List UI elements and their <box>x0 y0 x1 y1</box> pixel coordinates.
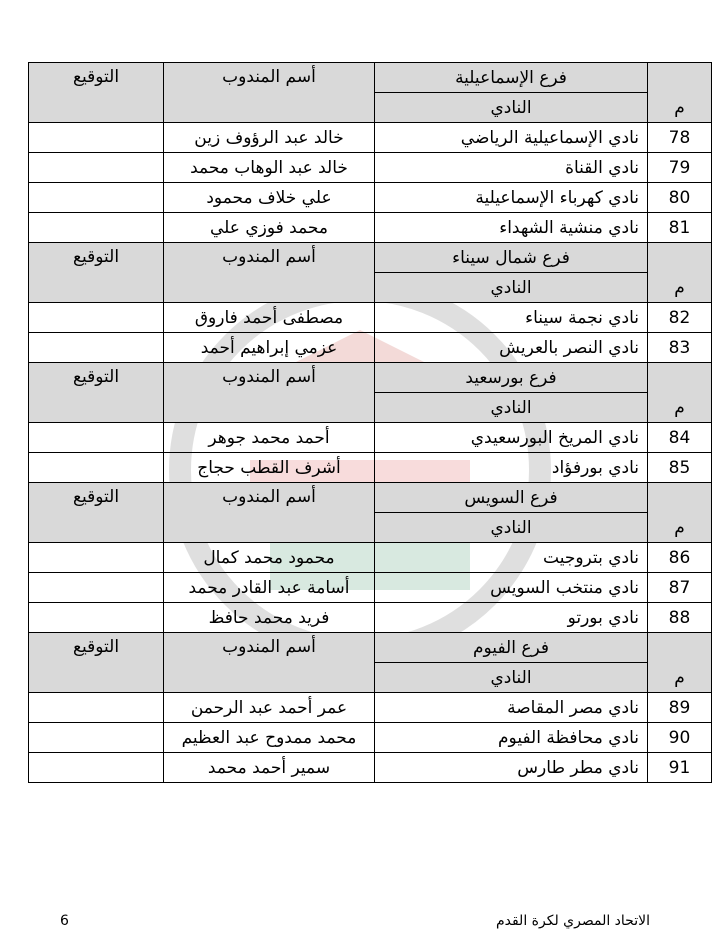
header-m: م <box>648 243 712 303</box>
club-name: نادي الإسماعيلية الرياضي <box>375 123 648 153</box>
club-name: نادي القناة <box>375 153 648 183</box>
header-rep-name: أسم المندوب <box>164 63 375 123</box>
page-number: 6 <box>60 913 69 929</box>
table-row <box>29 603 712 633</box>
signature-cell <box>29 183 164 213</box>
row-number: 89 <box>648 693 712 723</box>
header-signature: التوقيع <box>29 483 164 543</box>
row-number: 81 <box>648 213 712 243</box>
table-row <box>29 123 712 153</box>
signature-cell <box>29 723 164 753</box>
representative-name: خالد عبد الوهاب محمد <box>164 153 375 183</box>
row-number: 80 <box>648 183 712 213</box>
header-signature: التوقيع <box>29 63 164 123</box>
signature-cell <box>29 423 164 453</box>
table-row <box>29 723 712 753</box>
representative-name: فريد محمد حافظ <box>164 603 375 633</box>
signature-cell <box>29 333 164 363</box>
table-row <box>29 573 712 603</box>
signature-cell <box>29 213 164 243</box>
header-signature: التوقيع <box>29 363 164 423</box>
table-row <box>29 183 712 213</box>
row-number: 78 <box>648 123 712 153</box>
header-m: م <box>648 363 712 423</box>
club-name: نادي كهرباء الإسماعيلية <box>375 183 648 213</box>
representative-name: محمود محمد كمال <box>164 543 375 573</box>
header-m: م <box>648 633 712 693</box>
representative-name: أشرف القطب حجاج <box>164 453 375 483</box>
header-club: النادي <box>375 663 648 693</box>
club-name: نادي محافظة الفيوم <box>375 723 648 753</box>
branch-name: فرع الفيوم <box>375 633 648 663</box>
row-number: 85 <box>648 453 712 483</box>
representative-name: علي خلاف محمود <box>164 183 375 213</box>
table-row <box>29 453 712 483</box>
table-row <box>29 333 712 363</box>
representative-name: عزمي إبراهيم أحمد <box>164 333 375 363</box>
header-signature: التوقيع <box>29 633 164 693</box>
signature-cell <box>29 543 164 573</box>
representative-name: محمد فوزي علي <box>164 213 375 243</box>
section-header-row <box>29 483 712 513</box>
row-number: 79 <box>648 153 712 183</box>
club-name: نادي المريخ البورسعيدي <box>375 423 648 453</box>
table-row <box>29 693 712 723</box>
row-number: 88 <box>648 603 712 633</box>
section-header-row <box>29 63 712 93</box>
signature-cell <box>29 603 164 633</box>
section-header-row <box>29 363 712 393</box>
club-name: نادي منشية الشهداء <box>375 213 648 243</box>
club-name: نادي بتروجيت <box>375 543 648 573</box>
representative-name: مصطفى أحمد فاروق <box>164 303 375 333</box>
signature-cell <box>29 123 164 153</box>
footer-federation-name: الاتحاد المصري لكرة القدم <box>495 913 650 929</box>
header-m: م <box>648 483 712 543</box>
header-rep-name: أسم المندوب <box>164 243 375 303</box>
header-rep-name: أسم المندوب <box>164 363 375 423</box>
row-number: 84 <box>648 423 712 453</box>
table-row <box>29 423 712 453</box>
header-rep-name: أسم المندوب <box>164 633 375 693</box>
signature-cell <box>29 693 164 723</box>
header-club: النادي <box>375 273 648 303</box>
signature-cell <box>29 153 164 183</box>
clubs-table <box>28 62 712 783</box>
representative-name: محمد ممدوح عبد العظيم <box>164 723 375 753</box>
club-name: نادي بورتو <box>375 603 648 633</box>
header-signature: التوقيع <box>29 243 164 303</box>
representative-name: أسامة عبد القادر محمد <box>164 573 375 603</box>
section-header-row <box>29 243 712 273</box>
row-number: 91 <box>648 753 712 783</box>
table-row <box>29 543 712 573</box>
row-number: 83 <box>648 333 712 363</box>
table-row <box>29 153 712 183</box>
table-row <box>29 303 712 333</box>
table-row <box>29 213 712 243</box>
branch-name: فرع بورسعيد <box>375 363 648 393</box>
header-club: النادي <box>375 393 648 423</box>
club-name: نادي نجمة سيناء <box>375 303 648 333</box>
row-number: 87 <box>648 573 712 603</box>
club-name: نادي مطر طارس <box>375 753 648 783</box>
signature-cell <box>29 753 164 783</box>
signature-cell <box>29 453 164 483</box>
representative-name: أحمد محمد جوهر <box>164 423 375 453</box>
representative-name: عمر أحمد عبد الرحمن <box>164 693 375 723</box>
row-number: 90 <box>648 723 712 753</box>
branch-name: فرع شمال سيناء <box>375 243 648 273</box>
section-header-row <box>29 633 712 663</box>
club-name: نادي بورفؤاد <box>375 453 648 483</box>
header-m: م <box>648 63 712 123</box>
row-number: 82 <box>648 303 712 333</box>
row-number: 86 <box>648 543 712 573</box>
branch-name: فرع السويس <box>375 483 648 513</box>
club-name: نادي مصر المقاصة <box>375 693 648 723</box>
club-name: نادي منتخب السويس <box>375 573 648 603</box>
club-name: نادي النصر بالعريش <box>375 333 648 363</box>
representative-name: خالد عبد الرؤوف زين <box>164 123 375 153</box>
signature-cell <box>29 573 164 603</box>
header-rep-name: أسم المندوب <box>164 483 375 543</box>
branch-name: فرع الإسماعيلية <box>375 63 648 93</box>
table-row <box>29 753 712 783</box>
representative-name: سمير أحمد محمد <box>164 753 375 783</box>
header-club: النادي <box>375 93 648 123</box>
header-club: النادي <box>375 513 648 543</box>
signature-cell <box>29 303 164 333</box>
